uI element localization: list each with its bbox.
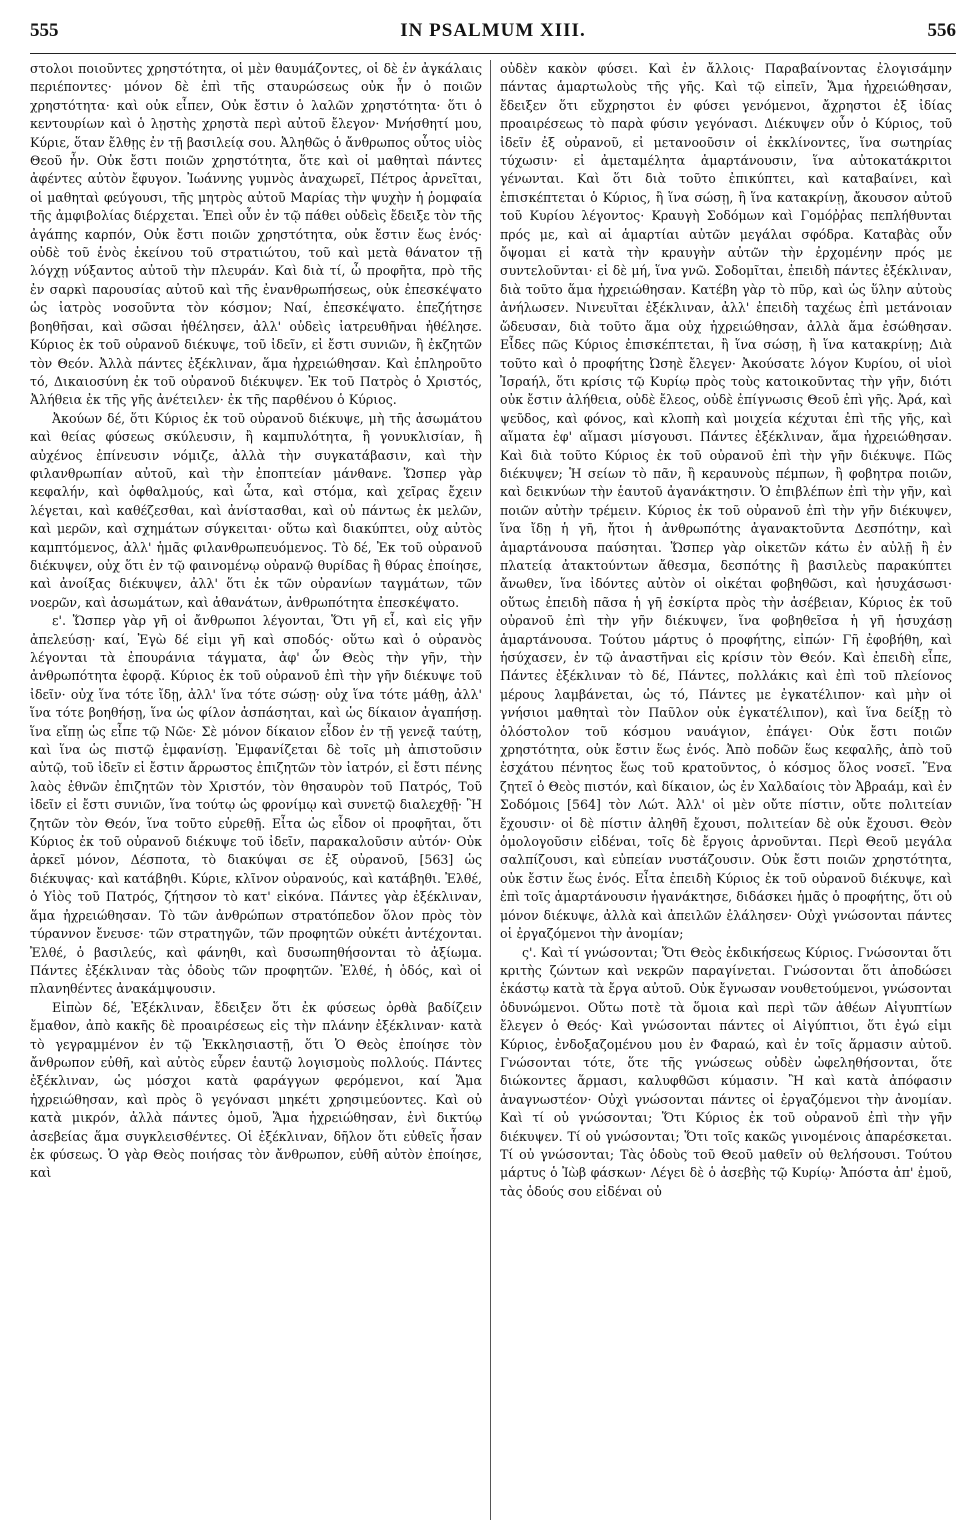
- column-divider: [490, 60, 491, 1520]
- header-rule: [30, 53, 956, 54]
- paragraph: ε'. Ὥσπερ γὰρ γῆ οἱ ἄνθρωποι λέγονται, Ὅτι γῆ εἶ, καὶ εἰς γῆν ἀπελεύσῃ· καί, Ἐγὼ δέ εἰμι γῆ καὶ σποδός· οὕτω καὶ ὁ οὐρανὸς λέγονται τὰ ἐπουράνια τάγματα, ἀφ' ὧν Θεὸς τὴν γῆν, τὴν ἀνθρωπότητα ἐφορᾷ. Κύριος ἐκ τοῦ οὐρανοῦ ἐπὶ τὴν γῆν διέκυψε τοῦ ἰδεῖν· οὐχ ἵνα τότε ἴδῃ, ἀλλ' ἵνα τότε σώσῃ· οὐχ ἵνα τότε μάθῃ, ἀλλ' ἵνα τότε βοηθήσῃ, ἵνα ὡς φίλον ἀσπάσηται, καὶ ὡς δίκαιον ἀγαπήσῃ. ἵνα εἴπῃ ὡς εἶπε τῷ Νῶε· Σὲ μόνον δίκαιον εἶδον ἐν τῇ γενεᾷ ταύτῃ, καὶ ἵνα ὡς πιστῷ ἐμφανίσῃ. Ἐμφανίζεται δὲ τοῖς μὴ ἀπιστοῦσιν αὐτῷ, τοῦ ἰδεῖν εἰ ἔστιν ἄρρωστος ἐπιζητῶν τὸν ἰατρόν, εἰ ἔστι πένης λαὸς ἐθνῶν ἐπιζητῶν τὸν Χριστόν, τὸν θησαυρὸν τοῦ Πατρός, Τοῦ ἰδεῖν εἰ ἔστι συνιῶν, ἵνα τούτῳ ὡς φρονίμῳ καὶ συνετῷ διαλεχθῇ· Ἢ ζητῶν τὸν Θεόν, ἵνα τοῦτο εὑρεθῇ. Εἶτα ὡς εἶδον οἱ προφῆται, ὅτι Κύριος ἐκ τοῦ οὐρανοῦ διέκυψε τοῦ ἰδεῖν, παρακαλοῦσιν αὐτόν· Οὐκ ἀρκεῖ μόνον, Δέσποτα, τὸ διακύψαι σε ἐξ οὐρανοῦ, [563] ὡς διέκυψας· καὶ κατάβηθι. Κύριε, κλῖνον οὐρανούς, καὶ κατάβηθι. Ἐλθέ, ὁ Υἱὸς τοῦ Πατρός, ζήτησον τὸ κατ' εἰκόνα. Πάντες γὰρ ἐξέκλιναν, ἅμα ἠχρειώθησαν. Τὸ τῶν ἀνθρώπων στρατόπεδον ὅλον πρὸς τὸν τύραννον ἔνευσε· τῶν στρατηγῶν, τῶν προφητῶν οὐκέτι ἀντέχονται. Ἐλθέ, ὁ βασιλεύς, καὶ φάνηθι, καὶ δυσωπηθήσονται τὸ ἀξίωμα. Πάντες ἐξέκλιναν τὰς ὁδοὺς τῶν προφητῶν. Ἐλθέ, ἡ ὁδός, καὶ οἱ πλανηθέντες ἀνακάμψουσιν.: [30, 613, 482, 997]
- running-title: IN PSALMUM XIII.: [400, 20, 586, 41]
- paragraph: Ἀκούων δέ, ὅτι Κύριος ἐκ τοῦ οὐρανοῦ διέκυψε, μὴ τῆς ἀσωμάτου καὶ θείας φύσεως σκύλευσιν, ἢ καμπυλότητα, ἢ γονυκλισίαν, ἢ αὐχένος ἐπίνευσιν νόμιζε, ἀλλὰ τὴν συγκατάβασιν, καὶ τὴν φιλανθρωπίαν αὐτοῦ, καὶ τὴν ἐποπτείαν μάνθανε. Ὥσπερ γὰρ κεφαλήν, καὶ ὀφθαλμούς, καὶ ὦτα, καὶ στόμα, καὶ χεῖρας ἔχειν λέγεται, καὶ καθέζεσθαι, καὶ ἀνίστασθαι, καὶ οὐ πάντως ἐκ μελῶν, καὶ μερῶν, καὶ σχημάτων σύγκειται· οὕτω καὶ διακύπτει, οὐχ αὐτὸς καμπτόμενος, ἀλλ' ἡμᾶς φιλανθρωπευόμενος. Τὸ δέ, Ἐκ τοῦ οὐρανοῦ διέκυψεν, οὐχ ὅτι ἐν τῷ φαινομένῳ οὐρανῷ θυρίδας ἢ θύρας ἐποίησε, καὶ ἀνοίξας διέκυψεν, ἀλλ' ὅτι ἐκ τῶν οὐρανίων ταγμάτων, τῶν νοερῶν, καὶ ἀσωμάτων, καὶ ἀθανάτων, ἀνθρωπότητα ἐπεσκέψατο.: [30, 410, 482, 610]
- left-column: [30, 60, 482, 1528]
- paragraph: Εἰπὼν δέ, Ἐξέκλιναν, ἔδειξεν ὅτι ἐκ φύσεως ὀρθὰ βαδίζειν ἔμαθον, ἀπὸ κακῆς δὲ προαιρέσεως εἰς τὴν πλάνην ἐξέκλιναν· κατὰ τὸ γεγραμμένον ἐν τῷ Ἐκκλησιαστῇ, ὅτι Ὁ Θεὸς ἐποίησε τὸν ἄνθρωπον εὐθῆ, καὶ αὐτὸς εὗρεν ἑαυτῷ λογισμοὺς πολλούς. Πάντες ἐξέκλιναν, ὡς μόσχοι κατὰ φαράγγων φερόμενοι, καί Ἅμα ἠχρειώθησαν, καὶ πρὸς ὃ γεγόνασι μηκέτι χρησιμεύοντες. Καὶ οὐ κατὰ μικρόν, ἀλλὰ πάντες ὁμοῦ, Ἅμα ἠχρειώθησαν, ἑνὶ δικτύῳ ἀσεβείας ἅμα συγκλεισθέντες. Οἱ ἐξέκλιναν, δῆλον ὅτι εὐθεῖς ἦσαν ἐκ φύσεως. Ὁ γὰρ Θεὸς ποιήσας τὸν ἄνθρωπον, εὐθῆ αὐτὸν ἐποίησε, καὶ: [30, 999, 482, 1181]
- paragraph: στολοι ποιοῦντες χρηστότητα, οἱ μὲν θαυμάζοντες, οἱ δὲ ἐν ἀγκάλαις περιέποντες· μόνον δὲ ἐπὶ τῆς σταυρώσεως οὐκ ἦν ὁ ποιῶν χρηστότητα· καὶ οὐκ εἶπεν, Οὐκ ἔστιν ὁ λαλῶν χρηστότητα· ὅτι ὁ κεντουρίων καὶ ὁ λῃστὴς χρηστὰ περὶ αὐτοῦ ἔλεγον· Μνήσθητί μου, Κύριε, ὅταν ἔλθῃς ἐν τῇ βασιλείᾳ σου. Ἀληθῶς ὁ ἄνθρωπος οὗτος υἱὸς Θεοῦ ἦν. Οὐκ ἔστι ποιῶν χρηστότητα, ὅτε καὶ οἱ μαθηταὶ πάντες ἀφέντες αὐτὸν ἔφυγον. Ἰωάννης γυμνὸς ἀναχωρεῖ, Πέτρος ἀρνεῖται, οἱ μαθηταὶ φεύγουσι, τῆς μητρὸς αὐτοῦ Μαρίας τὴν ψυχὴν ἡ ῥομφαία τῆς ἀμφιβολίας διέρχεται. Ἐπεὶ οὖν ἐν τῷ πάθει οὐδεὶς ἔδειξε τὸν τῆς ἀγάπης καρπόν, Οὐκ ἔστι ποιῶν χρηστότητα, οὐκ ἔστιν ἕως ἑνός· οὐδὲ τοῦ ἑνὸς ἐκείνου τοῦ στρατιώτου, τοῦ καὶ μετὰ θάνατον τῇ λόγχῃ νύξαντος αὐτοῦ τὴν πλευράν. Καὶ διὰ τί, ὦ προφῆτα, πρὸ τῆς ἐν σαρκὶ παρουσίας αὐτοῦ καὶ τῆς ἐνανθρωπήσεως, οὐκ ἐπεσκέψατο ὡς ἰατρὸς νοσοῦντα τὸν κόσμον; Ναί, ἐπεσκέψατο. ἐπεζήτησε βοηθῆσαι, καὶ σῶσαι ἠθέλησεν, ἀλλ' οὐδεὶς ἰατρευθῆναι ἠθέλησε. Κύριος ἐκ τοῦ οὐρανοῦ διέκυψε, τοῦ ἰδεῖν, εἰ ἔστι συνιῶν, ἢ ἐκζητῶν τὸν Θεόν. Ἀλλὰ πάντες ἐξέκλιναν, ἅμα ἠχρειώθησαν. Καὶ ἐπληροῦτο τό, Δικαιοσύνη ἐκ τοῦ οὐρανοῦ διέκυψεν. Ἐκ τοῦ Πατρὸς ὁ Χριστός, Ἀλήθεια ἐκ τῆς γῆς ἀνέτειλεν· ἐκ τῆς παρθένου ὁ Κύριος.: [30, 61, 482, 408]
- page-number-left: 555: [30, 20, 59, 41]
- page-number-right: 556: [927, 20, 956, 41]
- paragraph: ς'. Καὶ τί γνώσονται; Ὅτι Θεὸς ἐκδικήσεως Κύριος. Γνώσονται ὅτι κριτὴς ζώντων καὶ νεκρῶν παραγίνεται. Γνώσονται ὅτι ἀποδώσει ἑκάστῳ κατὰ τὰ ἔργα αὐτοῦ. Οὐκ ἔγνωσαν νουθετούμενοι, γνώσονται ὀδυνώμενοι. Οὕτω ποτὲ τὰ ὅμοια καὶ περὶ τῶν ἀθέων Αἰγυπτίων ἔλεγεν ὁ Θεός· Καὶ γνώσονται πάντες οἱ Αἰγύπτιοι, ὅτι ἐγώ εἰμι Κύριος, ἐνδοξαζομένου μου ἐν Φαραώ, καὶ ἐν τοῖς ἅρμασιν αὐτοῦ. Γνώσονται τότε, ὅτε τῆς γνώσεως οὐδὲν ὠφεληθήσονται, ὅτε διώκοντες ἅρμασι, καλυφθῶσι κύμασιν. Ἢ καὶ κατὰ ἀπόφασιν ἀναγνωστέον· Οὐχὶ γνώσονται πάντες οἱ ἐργαζόμενοι τὴν ἀνομίαν. Καὶ τί οὐ γνώσονται; Ὅτι Κύριος ἐκ τοῦ οὐρανοῦ ἐπὶ τὴν γῆν διέκυψεν. Τί οὐ γνώσονται; Ὅτι τοῖς κακῶς γινομένοις ἀπαρέσκεται. Τί οὐ γνώσονται; Τὰς ὁδοὺς τοῦ Θεοῦ μαθεῖν οὐ θελήσουσι. Τούτου μάρτυς ὁ Ἰὼβ φάσκων· Λέγει δὲ ὁ ἀσεβὴς τῷ Κυρίῳ· Ἀπόστα ἀπ' ἐμοῦ, τὰς ὁδούς σου εἰδέναι οὐ: [500, 944, 952, 1199]
- paragraph: οὐδὲν κακὸν φύσει. Καὶ ἐν ἄλλοις· Παραβαίνοντας ἐλογισάμην πάντας ἁμαρτωλοὺς τῆς γῆς. Καὶ τῷ εἰπεῖν, Ἅμα ἠχρειώθησαν, ἔδειξεν ὅτι εὔχρηστοι ἐν φύσει γενόμενοι, ἄχρηστοι ἐξ ἰδίας προαιρέσεως τὸ παρὰ φύσιν γεγόνασι. Διέκυψεν οὖν ὁ Κύριος, τοῦ ἰδεῖν ἐξ οὐρανοῦ, εἰ μετανοοῦσιν οἱ ἐκκλίνοντες, ἵνα σωτηρίας τύχωσιν· εἰ ἀμεταμέλητα ἁμαρτάνουσιν, ἵνα αὐτοκατάκριτοι γένωνται. Καὶ ὅτι διὰ τοῦτο ἐπικύπτει, καὶ καταβαίνει, καὶ ἐπισκέπτεται ὁ Κύριος, ἢ ἵνα σώσῃ, ἢ ἵνα κατακρίνῃ, ἄκουσον αὐτοῦ τοῦ Κυρίου λέγοντος· Κραυγὴ Σοδόμων καὶ Γομόῤῥας πεπλήθυνται πρός με, καὶ αἱ ἁμαρτίαι αὐτῶν μεγάλαι σφόδρα. Καταβὰς οὖν ὄψομαι εἰ κατὰ τὴν κραυγὴν αὐτῶν τὴν ἐρχομένην πρός με συντελοῦνται· εἰ δὲ μή, ἵνα γνῶ. Σοδομῖται, ἐπειδὴ πάντες ἐξέκλιναν, διὰ τοῦτο ἅμα ἠχρειώθησαν. Κατέβη γὰρ τὸ πῦρ, καὶ ὡς ὕλην αὐτοὺς ἀνήλωσεν. Νινευῖται ἐξέκλιναν, ἀλλ' ἐπειδὴ ταχέως ἐπὶ μετάνοιαν ὥδευσαν, διὰ τοῦτο ἅμα οὐχ ἠχρειώθησαν, ἀλλὰ ἅμα ἐσώθησαν. Εἶδες πῶς Κύριος ἐπισκέπτεται, ἢ ἵνα σώσῃ, ἢ ἵνα κατακρίνῃ; Διὰ τοῦτο καὶ ὁ προφήτης Ὠσηὲ ἔλεγεν· Ἀκούσατε λόγον Κυρίου, οἱ υἱοὶ Ἰσραήλ, ὅτι κρίσις τῷ Κυρίῳ πρὸς τοὺς κατοικοῦντας τὴν γῆν, διότι οὐκ ἔστιν ἀλήθεια, οὐδὲ ἔλεος, οὐδὲ ἐπίγνωσις Θεοῦ ἐπὶ γῆς. Ἀρά, καὶ ψεῦδος, καὶ φόνος, καὶ κλοπὴ καὶ μοιχεία κέχυται ἐπὶ τῆς γῆς, καὶ αἵματα ἐφ' αἵμασι μίσγουσι. Πάντες ἐξέκλιναν, ἅμα ἠχρειώθησαν. Καὶ διὰ τοῦτο Κύριος ἐκ τοῦ οὐρανοῦ ἐπὶ τὴν γῆν διέκυψε. Πῶς διέκυψεν; Ἡ σείων τὸ πᾶν, ἢ κεραυνοὺς πέμπων, ἢ φοβητρα ποιῶν, καὶ δεικνύων τὴν ἑαυτοῦ ἀγανάκτησιν. Ὁ ἐπιβλέπων ἐπὶ τὴν γῆν, καὶ ποιῶν αὐτὴν τρέμειν. Κύριος ἐκ τοῦ οὐρανοῦ ἐπὶ τὴν γῆν διέκυψεν, ἵνα ἴδῃ ἡ γῆ, ἤτοι ἡ ἀνθρωπότης ἀγανακτοῦντα Δεσπότην, καὶ ἁμαρτάνουσα παύσηται. Ὥσπερ γὰρ οἰκετῶν κάτω ἐν αὐλῇ ἢ ἐν πλατείᾳ ἀτακτούντων ἄθεσμα, δεσπότης ἢ βασιλεὺς παρακύπτει ἄνωθεν, ἵνα ἰδόντες αὐτὸν οἱ οἰκέται φοβηθῶσι, καὶ ἡσυχάσωσι· οὕτως ἐπειδὴ πᾶσα ἡ γῆ ἐσκίρτα πρὸς τὴν ἀσέβειαν, Κύριος ἐκ τοῦ οὐρανοῦ ἐπὶ τὴν γῆν διέκυψεν, ἵνα φοβηθεῖσα ἡ γῆ ἡσυχάσῃ ἁμαρτάνουσα. Τούτου μάρτυς ὁ προφήτης, εἰπών· Γῆ ἐφοβήθη, καὶ ἡσύχασεν, ἐν τῷ ἀναστῆναι εἰς κρίσιν τὸν Θεόν. Καὶ ἐπειδὴ εἶπε, Πάντες ἐξέκλιναν τὸ δέ, Πάντες, πολλάκις καὶ ἐπὶ τοῦ πλείονος μέρους λαμβάνεται, ὡς τό, Πάντες με ἐγκατέλιπον· καὶ μὴν οἱ γνήσιοι μαθηταὶ τὸν Παῦλον οὐκ ἐγκατέλιπον), καὶ ἵνα δείξῃ τὸ ὁλόστολον τοῦ κόσμου ναυάγιον, ἐπάγει· Οὐκ ἔστι ποιῶν χρηστότητα, οὐκ ἔστιν ἕως ἑνός. Ἀπὸ ποδῶν ἕως κεφαλῆς, ἀπὸ τοῦ ἐσχάτου πένητος ἕως τοῦ κρατοῦντος, ὁ κόσμος ὅλος νοσεῖ. Ἕνα ζητεῖ ὁ Θεὸς πιστόν, καὶ δίκαιον, ὡς ἐν Χαλδαίοις τὸν Ἀβραάμ, καὶ ἐν Σοδόμοις [564] τὸν Λώτ. Ἀλλ' οἱ μὲν οὔτε πίστιν, οὔτε πολιτείαν ἔχουσιν· οἱ δὲ πίστιν ἀληθῆ ἔχουσι, πολιτείαν δὲ οὐκ ἔχουσι. Θεὸν ὁμολογοῦσιν εἰδέναι, τοῖς δὲ ἔργοις ἀρνοῦνται. Περὶ Θεοῦ μεγάλα σαλπίζουσι, καὶ εὐπείαν νυστάζουσιν. Οὐκ ἔστι ποιῶν χρηστότητα, οὐκ ἔστιν ἕως ἑνός. Εἶτα ἐπειδὴ Κύριος ἐκ τοῦ οὐρανοῦ διέκυψε, καὶ ἐπὶ τοῖς ἁμαρτάνουσιν ἠγανάκτησε, διδάσκει ἡμᾶς ὁ προφήτης, ὅτι οὐ μόνον διέκυψε, ἀλλὰ καὶ ἀπειλῶν ἐλάλησεν· Οὐχὶ γνώσονται πάντες οἱ ἐργαζόμενοι τὴν ἀνομίαν;: [500, 61, 952, 942]
- running-header: [30, 20, 956, 44]
- right-column: [500, 60, 952, 1528]
